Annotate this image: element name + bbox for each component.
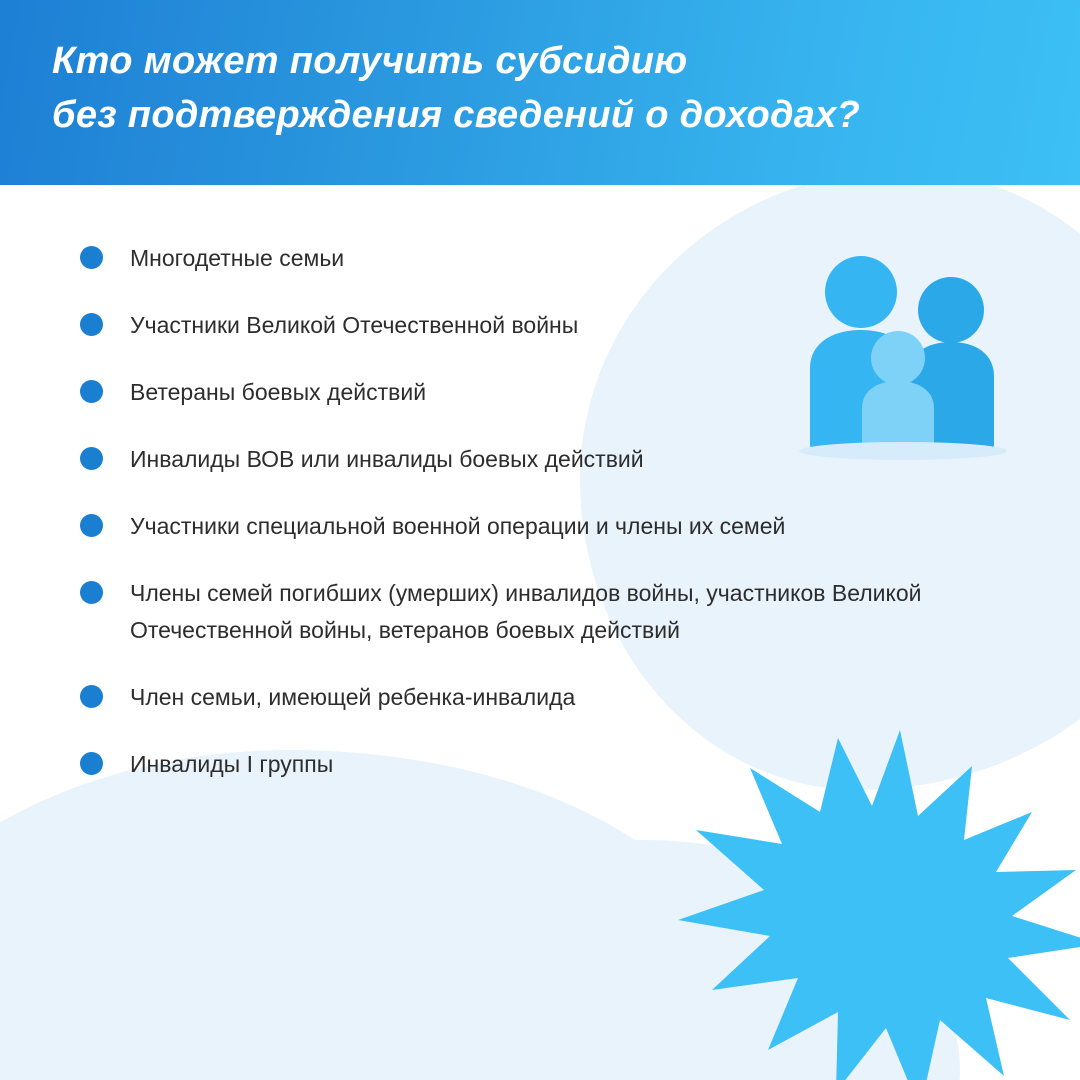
bullet-icon	[80, 685, 103, 708]
list-item-label: Инвалиды I группы	[130, 751, 334, 777]
header-banner	[0, 0, 1080, 185]
bullet-icon	[80, 313, 103, 336]
list-item-label: Участники специальной военной операции и члены их семей	[130, 513, 786, 539]
bullet-icon	[80, 447, 103, 470]
list-item	[80, 508, 1010, 545]
bullet-icon	[80, 246, 103, 269]
list-item	[80, 679, 1010, 716]
bullet-icon	[80, 752, 103, 775]
list-item-label: Член семьи, имеющей ребенка-инвалида	[130, 684, 576, 710]
list-item	[80, 746, 1010, 783]
eligibility-list	[80, 240, 1010, 813]
bullet-icon	[80, 380, 103, 403]
bullet-icon	[80, 514, 103, 537]
page-title-line-1: Кто может получить субсидию	[52, 40, 688, 82]
list-item	[80, 374, 1010, 411]
bullet-icon	[80, 581, 103, 604]
list-item-label: Инвалиды ВОВ или инвалиды боевых действий	[130, 446, 644, 472]
list-item	[80, 441, 1010, 478]
page-title-line-2: без подтверждения сведений о доходах?	[52, 94, 861, 136]
list-item	[80, 575, 1010, 649]
list-item-label: Участники Великой Отечественной войны	[130, 312, 579, 338]
list-item	[80, 240, 1010, 277]
page-title	[52, 34, 1012, 142]
list-item	[80, 307, 1010, 344]
list-item-label: Ветераны боевых действий	[130, 379, 427, 405]
list-item-label: Члены семей погибших (умерших) инвалидов войны, участников Великой Отечественной войны, ветеранов боевых действий	[130, 580, 922, 643]
list-item-label: Многодетные семьи	[130, 245, 345, 271]
